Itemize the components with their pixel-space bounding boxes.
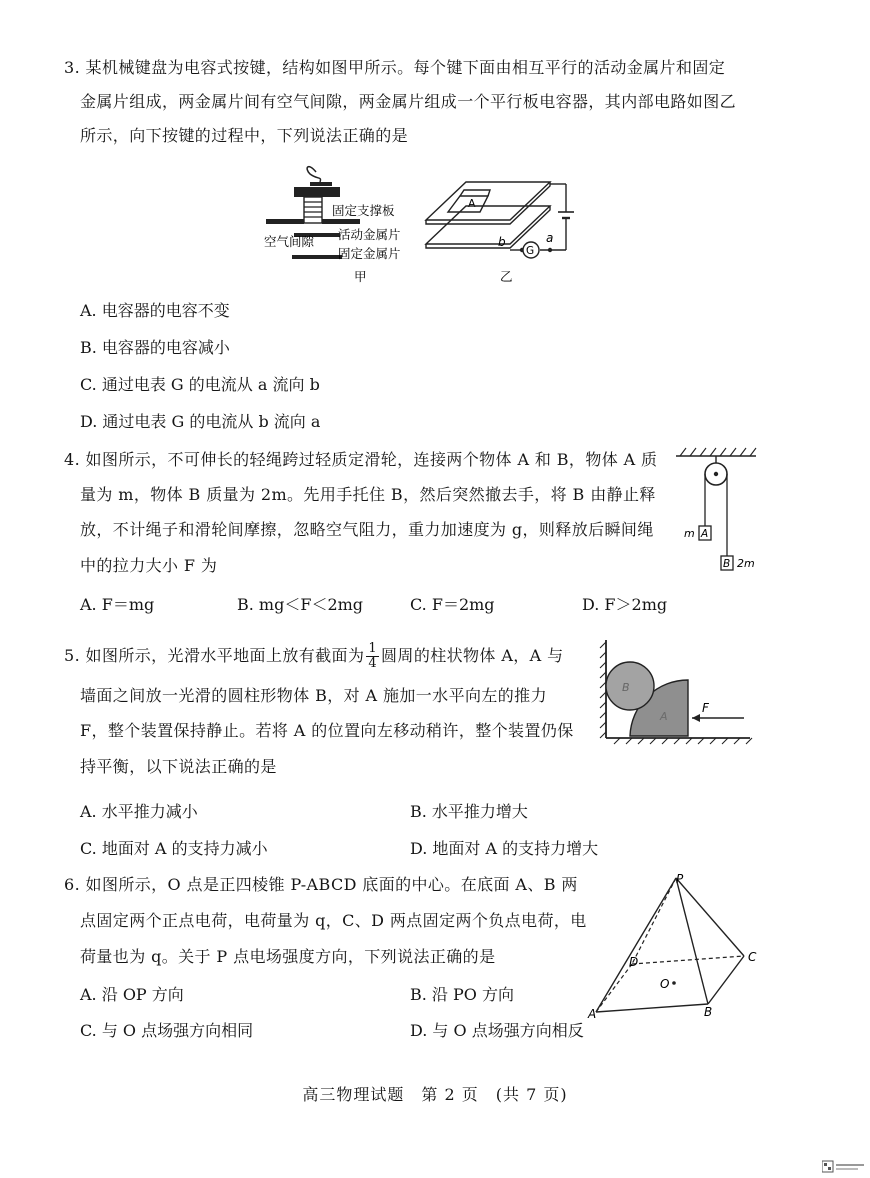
cylinder-b-label: B (622, 681, 630, 694)
vertex-b-label: B (704, 1005, 713, 1019)
qr-watermark-icon (822, 1160, 866, 1174)
mass-b-label: 2m (737, 557, 755, 570)
fraction-denominator: 4 (368, 656, 378, 671)
q3-option-d[interactable]: D. 通过电表 G 的电流从 b 流向 a (80, 412, 321, 431)
vertex-d-label: D (629, 955, 639, 969)
q3-option-c[interactable]: C. 通过电表 G 的电流从 a 流向 b (80, 375, 320, 394)
q4-option-a[interactable]: A. F＝mg (80, 595, 155, 614)
q6-line-1: 6. 如图所示，O 点是正四棱锥 P-ABCD 底面的中心。在底面 A、B 两 (64, 875, 578, 894)
q5-line-2: 墙面之间放一光滑的圆柱形物体 B，对 A 施加一水平向左的推力 (80, 686, 547, 705)
q4-option-c[interactable]: C. F＝2mg (410, 595, 495, 614)
q5-wall-figure (598, 640, 758, 750)
point-b-label: b (498, 235, 506, 249)
q6-option-d[interactable]: D. 与 O 点场强方向相反 (410, 1021, 584, 1040)
q5-line-1-post: 圆周的柱状物体 A，A 与 (381, 646, 564, 665)
fraction-quarter (366, 642, 379, 671)
block-a-label: A (701, 528, 709, 540)
q5-option-c[interactable]: C. 地面对 A 的支持力减小 (80, 839, 268, 858)
q5-line-1-pre: 5. 如图所示，光滑水平地面上放有截面为 (64, 646, 365, 665)
q3-figure-yi (418, 160, 588, 285)
q5-option-b[interactable]: B. 水平推力增大 (410, 802, 528, 821)
q5-option-d[interactable]: D. 地面对 A 的支持力增大 (410, 839, 599, 858)
q6-option-b[interactable]: B. 沿 PO 方向 (410, 985, 514, 1004)
q6-line-3: 荷量也为 q。关于 P 点电场强度方向，下列说法正确的是 (80, 947, 496, 966)
meter-label: G (526, 245, 535, 257)
q3-line-3: 所示，向下按键的过程中，下列说法正确的是 (80, 126, 409, 145)
q4-line-3: 放，不计绳子和滑轮间摩擦，忽略空气阻力，重力加速度为 g，则释放后瞬间绳 (80, 520, 654, 539)
label-fixed-plate: 固定金属片 (338, 246, 401, 261)
q4-option-d[interactable]: D. F＞2mg (582, 595, 668, 614)
q4-pulley-figure (670, 442, 770, 582)
mass-a-label: m (684, 527, 695, 540)
center-o-label: O (660, 977, 670, 991)
fraction-numerator: 1 (368, 641, 378, 656)
vertex-a-label: A (588, 1007, 597, 1020)
label-movable-plate: 活动金属片 (338, 227, 401, 242)
key-label: A (468, 197, 476, 210)
q5-line-4: 持平衡，以下说法正确的是 (80, 757, 277, 776)
q4-line-4: 中的拉力大小 F 为 (80, 556, 218, 575)
q5-line-1 (64, 642, 564, 671)
q4-line-2: 量为 m，物体 B 质量为 2m。先用手托住 B，然后突然撤去手，将 B 由静止释 (80, 485, 656, 504)
q4-line-1: 4. 如图所示，不可伸长的轻绳跨过轻质定滑轮，连接两个物体 A 和 B，物体 A 质 (64, 450, 658, 469)
q6-line-2: 点固定两个正点电荷，电荷量为 q，C、D 两点固定两个负点电荷，电 (80, 911, 587, 930)
page-footer: 高三物理试题 第 2 页 (共 7 页) (302, 1085, 568, 1104)
q6-pyramid-figure (586, 870, 766, 1020)
q3-figure-jia (258, 160, 408, 285)
q3-line-2: 金属片组成，两金属片间有空气间隙，两金属片组成一个平行板电容器，其内部电路如图乙 (80, 92, 737, 111)
point-a-label: a (546, 231, 554, 245)
q5-option-a[interactable]: A. 水平推力减小 (80, 802, 198, 821)
q6-option-c[interactable]: C. 与 O 点场强方向相同 (80, 1021, 254, 1040)
q4-option-b[interactable]: B. mg＜F＜2mg (237, 595, 364, 614)
vertex-p-label: P (676, 872, 684, 886)
q3-line-1: 3. 某机械键盘为电容式按键，结构如图甲所示。每个键下面由相互平行的活动金属片和固定 (64, 58, 726, 77)
q6-option-a[interactable]: A. 沿 OP 方向 (80, 985, 184, 1004)
vertex-c-label: C (748, 950, 757, 964)
label-air-gap: 空气间隙 (264, 234, 315, 249)
block-a-label: A (660, 710, 668, 723)
caption-yi: 乙 (500, 269, 513, 284)
caption-jia: 甲 (354, 269, 367, 284)
q3-option-b[interactable]: B. 电容器的电容减小 (80, 338, 230, 357)
force-f-label: F (702, 701, 709, 715)
label-fixed-support: 固定支撑板 (332, 203, 395, 218)
q3-option-a[interactable]: A. 电容器的电容不变 (80, 301, 230, 320)
q5-line-3: F，整个装置保持静止。若将 A 的位置向左移动稍许，整个装置仍保 (80, 721, 574, 740)
block-b-label: B (723, 558, 731, 570)
